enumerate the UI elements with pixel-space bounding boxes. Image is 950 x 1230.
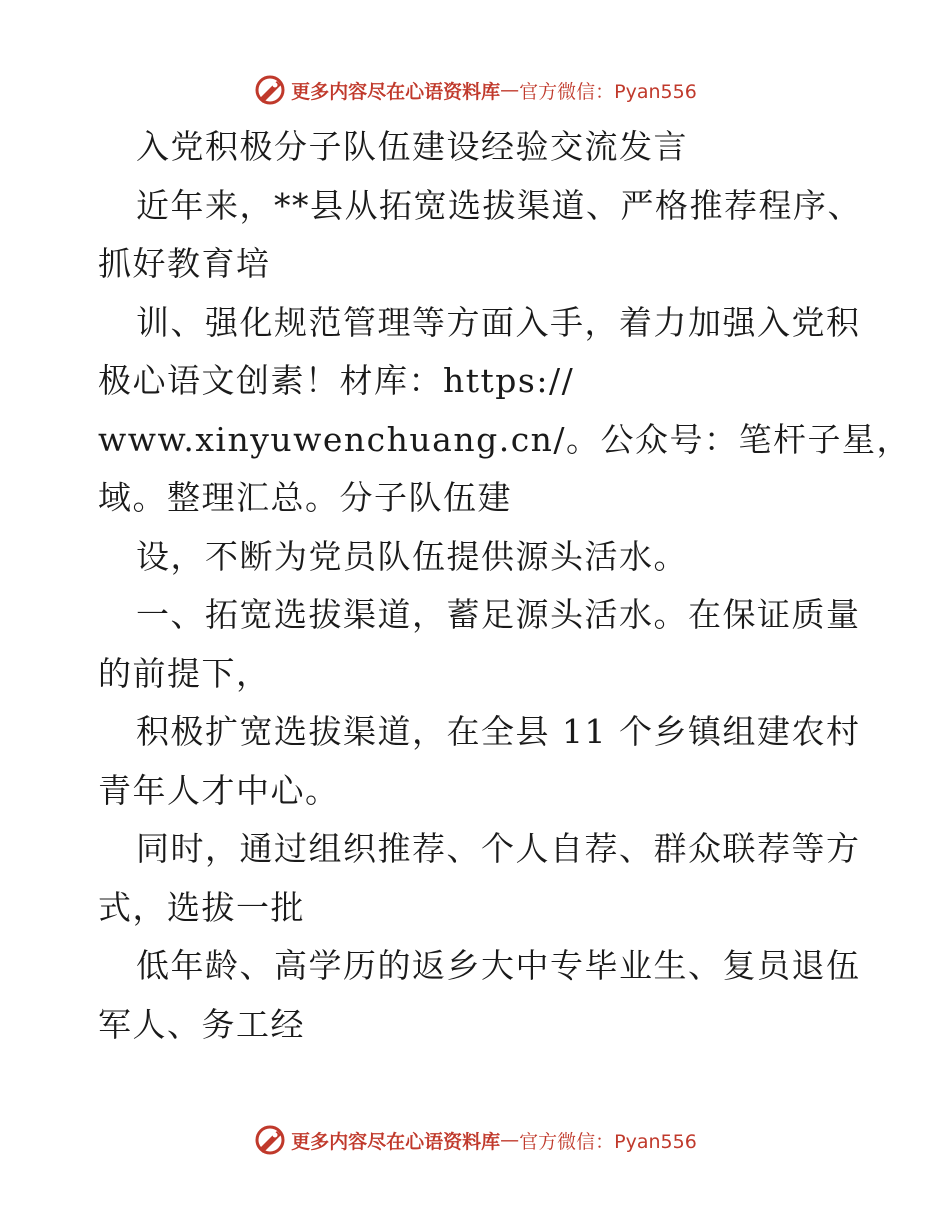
document-line: www.xinyuwenchuang.cn/。公众号：笔杆子星， — [98, 419, 912, 459]
document-line: 训、强化规范管理等方面入手，着力加强入党积 — [136, 302, 861, 342]
document-line: 同时，通过组织推荐、个人自荐、群众联荐等方 — [136, 829, 861, 868]
document-body — [98, 118, 912, 1054]
document-line: 一、拓宽选拔渠道，蓄足源头活水。在保证质量 — [136, 595, 861, 634]
pen-circle-logo-icon — [253, 73, 287, 107]
pen-circle-logo-icon — [253, 1123, 287, 1157]
document-line: 积极扩宽选拔渠道，在全县 11 个乡镇组建农村 — [136, 712, 861, 751]
document-line: 的前提下， — [98, 653, 271, 693]
footer-banner-separator: — — [500, 1129, 520, 1151]
footer-banner-text: 更多内容尽在心语资料库 — [291, 1130, 501, 1153]
header-banner-wechat: 官方微信：Pyan556 — [519, 80, 697, 103]
document-line: 青年人才中心。 — [98, 770, 340, 810]
footer-banner — [0, 1120, 950, 1160]
document-line: 设，不断为党员队伍提供源头活水。 — [136, 536, 688, 576]
document-line: 低年龄、高学历的返乡大中专毕业生、复员退伍 — [136, 946, 861, 985]
document-line: 近年来，**县从拓宽选拔渠道、严格推荐程序、 — [136, 185, 862, 225]
document-line: 军人、务工经 — [98, 1004, 305, 1044]
document-line: 极心语文创素！材库：https:// — [98, 361, 575, 400]
document-line: 入党积极分子队伍建设经验交流发言 — [136, 127, 688, 166]
footer-banner-wechat: 官方微信：Pyan556 — [519, 1130, 697, 1153]
document-line: 域。整理汇总。分子队伍建 — [98, 478, 512, 517]
document-line: 抓好教育培 — [98, 244, 271, 283]
header-banner — [0, 70, 950, 110]
header-banner-text: 更多内容尽在心语资料库 — [291, 80, 501, 103]
header-banner-separator: — — [500, 79, 520, 101]
document-line: 式，选拔一批 — [98, 887, 305, 927]
